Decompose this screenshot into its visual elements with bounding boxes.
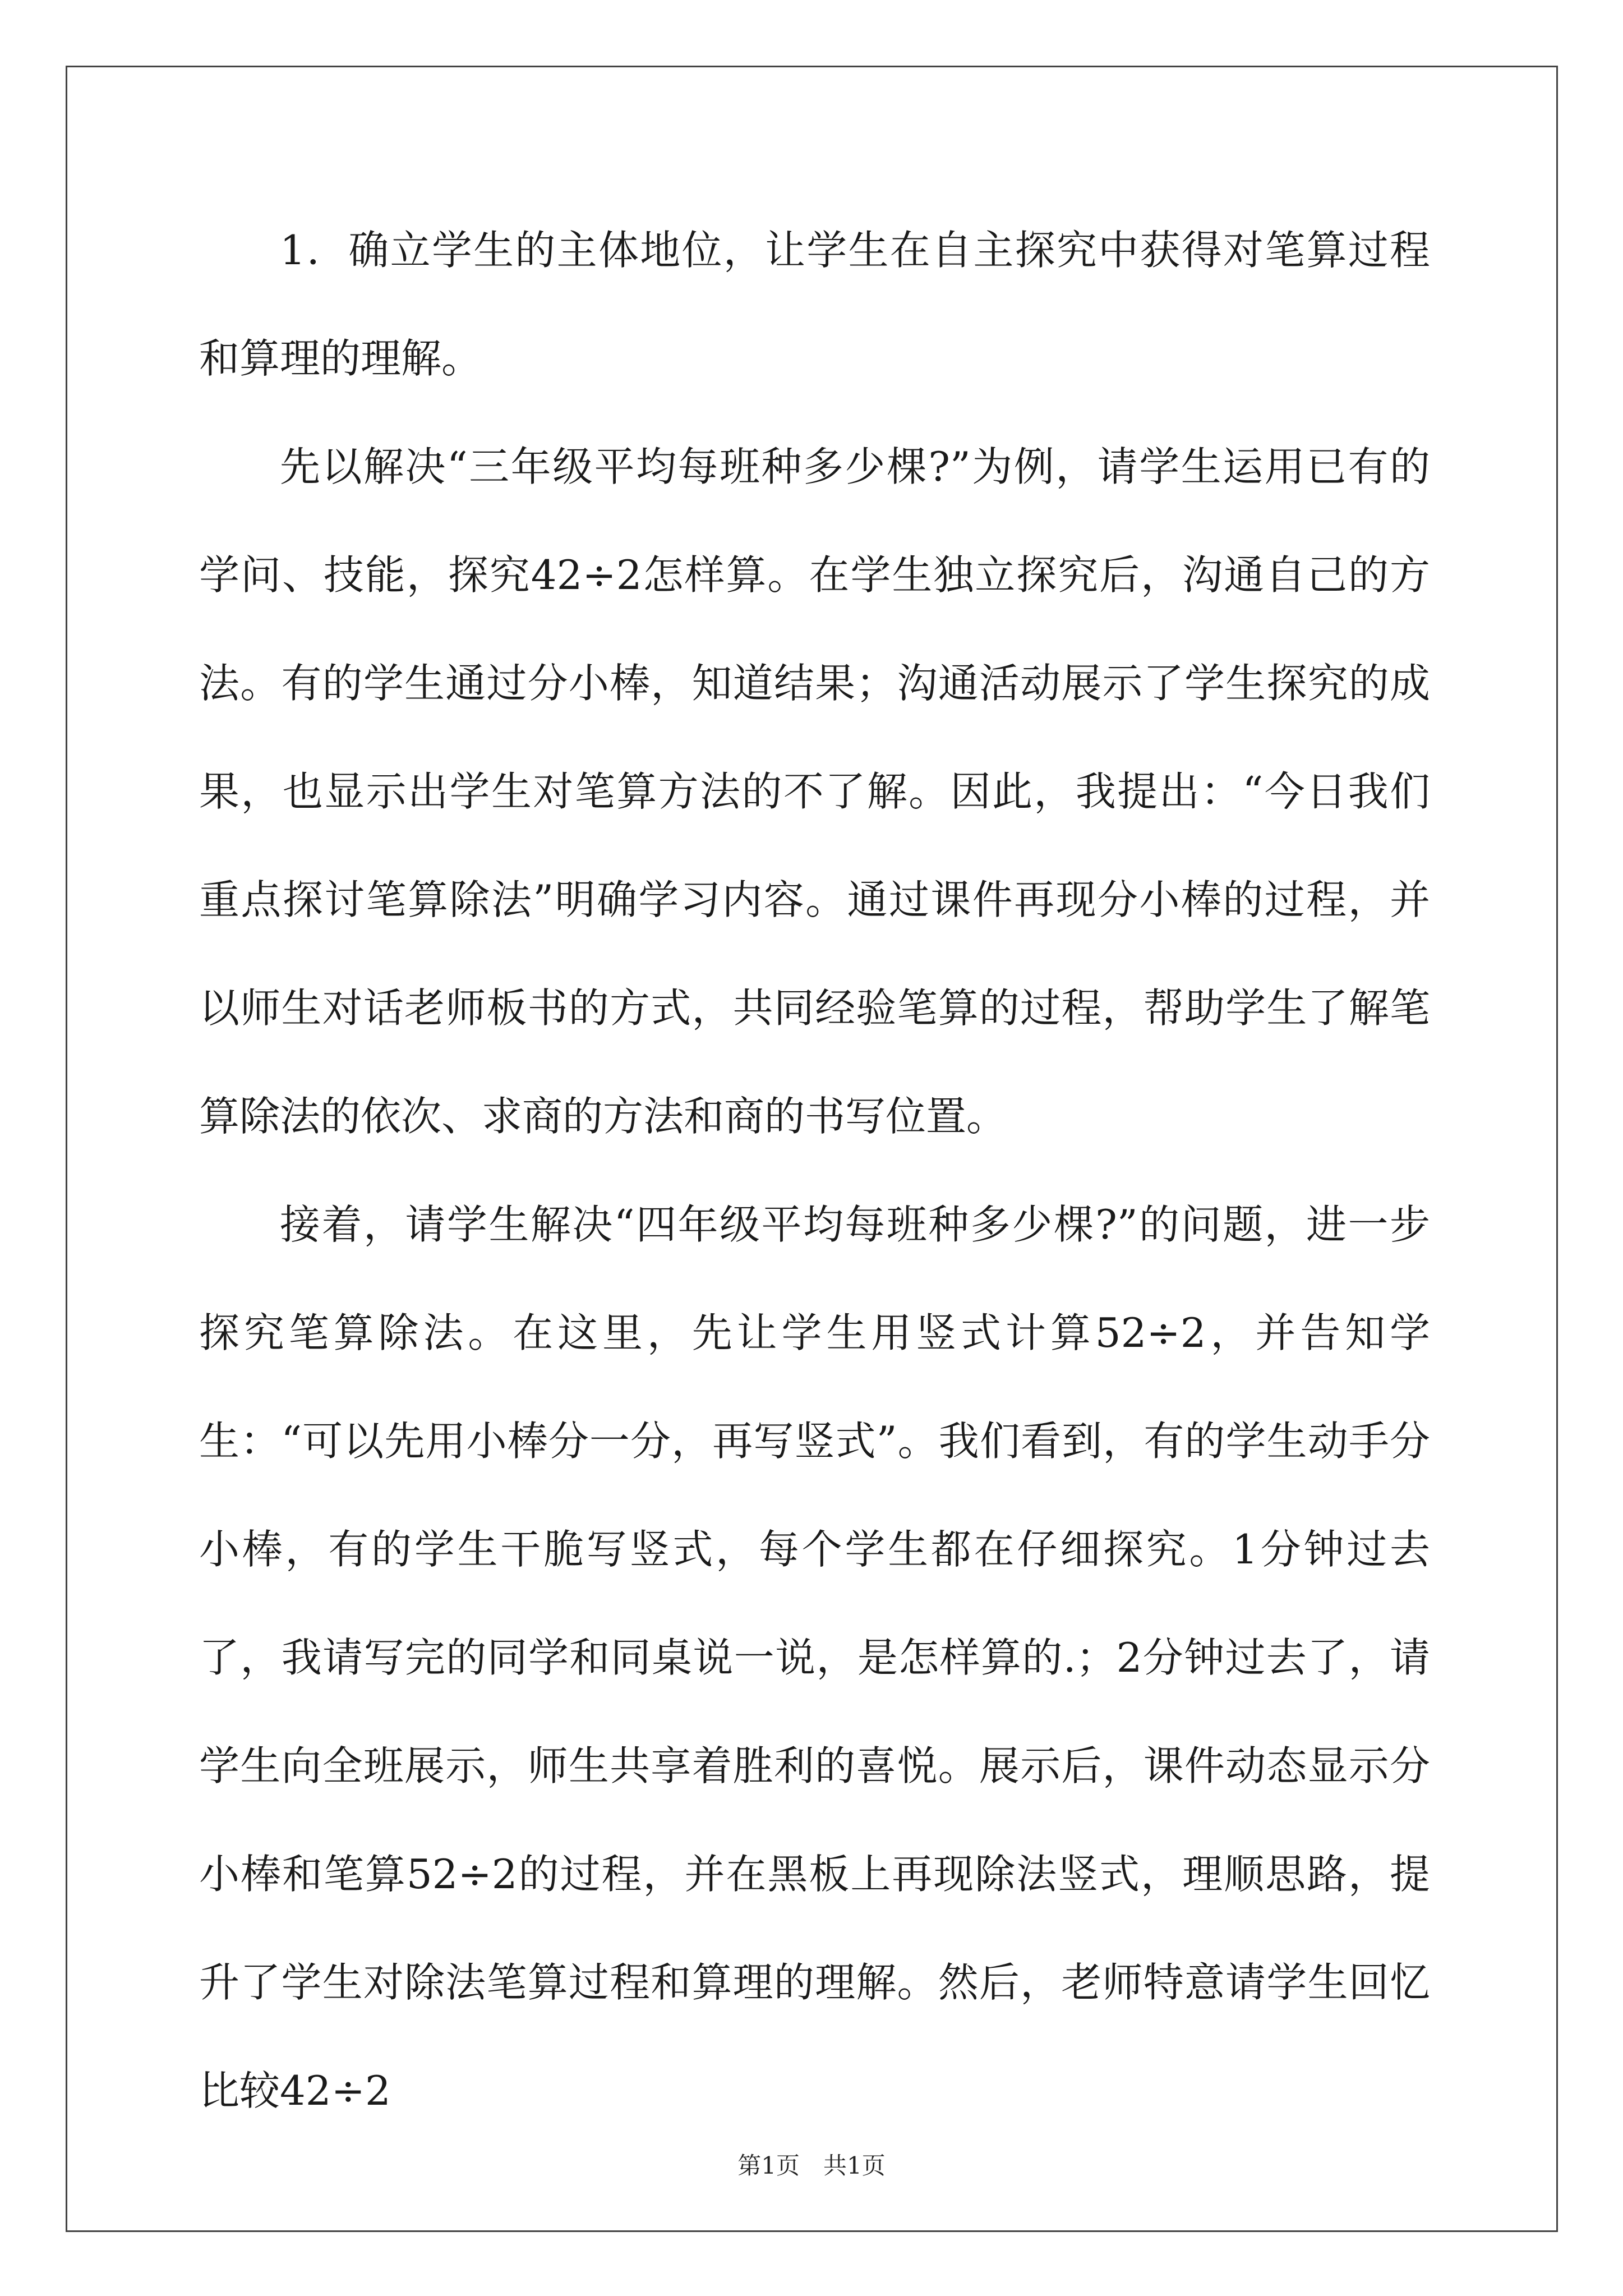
document-body [199,196,1430,2145]
paragraph-1: 1．确立学生的主体地位，让学生在自主探究中获得对笔算过程和算理的理解。 [199,227,1430,382]
page-number-footer: 第1页 共1页 [737,2152,886,2179]
paragraph-3: 接着，请学生解决“四年级平均每班种多少棵?”的问题，进一步探究笔算除法。在这里，先让学生用竖式计算52÷2，并告知学生：“可以先用小棒分一分，再写竖式”。我们看到，有的学生动手分小棒，有的学生干脆写竖式，每个学生都在仔细探究。1分钟过去了，我请写完的同学和同桌说一说，是怎样算的.；2分钟过去了，请学生向全班展示，师生共享着胜利的喜悦。展示后，课件动态显示分小棒和笔算52÷2的过程，并在黑板上再现除法竖式，理顺思路，提升了学生对除法笔算过程和算理的理解。然后，老师特意请学生回忆比较42÷2 [199,1201,1430,2114]
paragraph-2: 先以解决“三年级平均每班种多少棵?”为例，请学生运用已有的学问、技能，探究42÷2怎样算。在学生独立探究后，沟通自己的方法。有的学生通过分小棒，知道结果；沟通活动展示了学生探究的成果，也显示出学生对笔算方法的不了解。因此，我提出：“今日我们重点探讨笔算除法”明确学习内容。通过课件再现分小棒的过程，并以师生对话老师板书的方式，共同经验笔算的过程，帮助学生了解笔算除法的依次、求商的方法和商的书写位置。 [199,443,1430,1140]
